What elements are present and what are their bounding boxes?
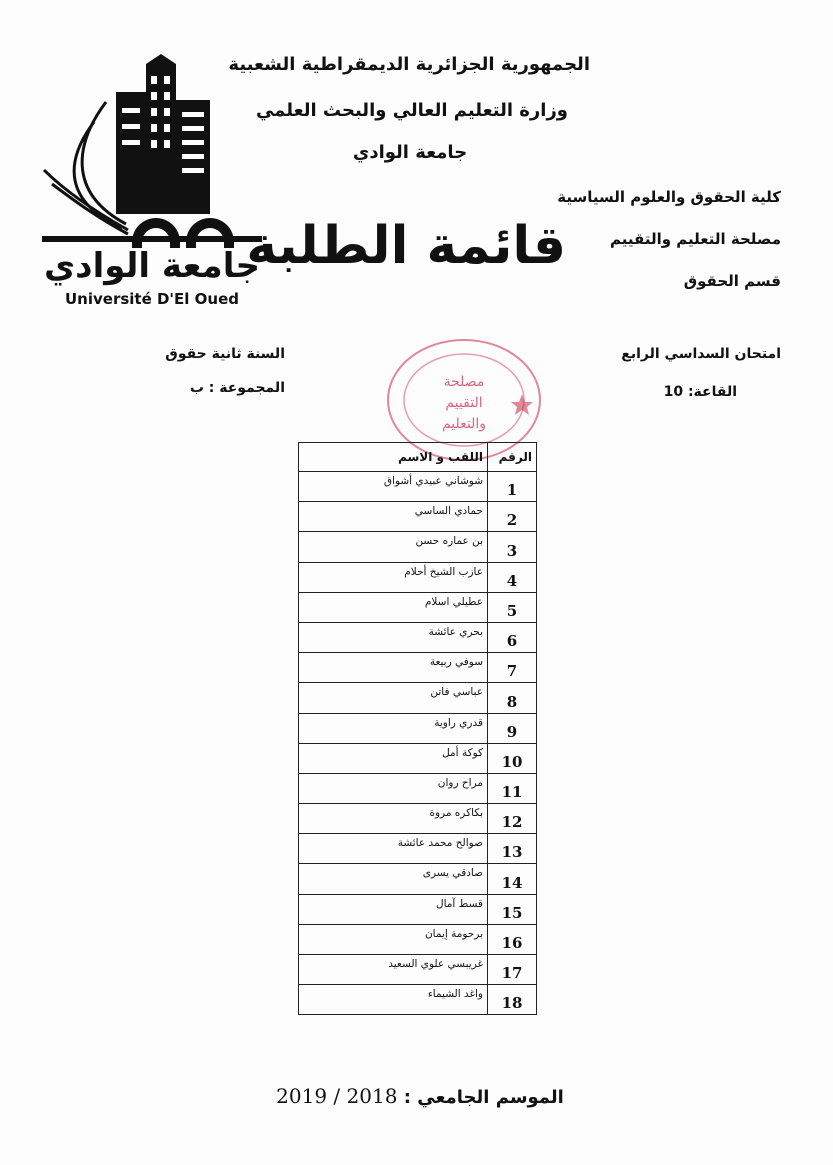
stamp-line: التقييم (445, 395, 483, 411)
row-number: 18 (488, 985, 537, 1015)
table-row (299, 562, 537, 592)
row-name: بحري عائشة (299, 622, 488, 652)
row-number: 2 (488, 502, 537, 532)
table-row (299, 804, 537, 834)
season-value: 2018 / 2019 (276, 1084, 398, 1108)
students-table (298, 442, 537, 1015)
academic-season (270, 1084, 570, 1108)
row-name: صادقي يسرى (299, 864, 488, 894)
season-label: الموسم الجامعي : (403, 1087, 564, 1108)
row-number: 4 (488, 562, 537, 592)
department-label: قسم الحقوق (683, 272, 781, 290)
row-name: حمادي الساسي (299, 502, 488, 532)
row-number: 11 (488, 773, 537, 803)
row-number: 15 (488, 894, 537, 924)
table-row (299, 683, 537, 713)
table-row (299, 773, 537, 803)
row-number: 12 (488, 804, 537, 834)
table-row (299, 834, 537, 864)
header-name: اللقب و الاسم (299, 443, 488, 472)
row-number: 5 (488, 592, 537, 622)
row-name: سوفي ربيعة (299, 653, 488, 683)
row-name: قدري راوية (299, 713, 488, 743)
page-title: قائمة الطلبة (246, 216, 566, 276)
table-row (299, 502, 537, 532)
room-label: القاعة: 10 (663, 384, 737, 400)
table-row (299, 622, 537, 652)
table-row (299, 532, 537, 562)
row-name: واغد الشيماء (299, 985, 488, 1015)
ministry-heading: وزارة التعليم العالي والبحث العلمي (255, 100, 568, 121)
row-name: عطيلي اسلام (299, 592, 488, 622)
table-row (299, 653, 537, 683)
row-name: عباسي فاتن (299, 683, 488, 713)
row-name: غريبسي علوي السعيد (299, 955, 488, 985)
table-row (299, 472, 537, 502)
row-number: 3 (488, 532, 537, 562)
table-row (299, 713, 537, 743)
row-number: 17 (488, 955, 537, 985)
table-header-row (299, 443, 537, 472)
row-number: 1 (488, 472, 537, 502)
row-name: بن عماره حسن (299, 532, 488, 562)
row-name: مراح روان (299, 773, 488, 803)
row-name: كوكة أمل (299, 743, 488, 773)
table-row (299, 743, 537, 773)
table-row (299, 924, 537, 954)
group-label: المجموعة : ب (189, 380, 285, 396)
exam-label: امتحان السداسي الرابع (621, 346, 781, 362)
row-number: 16 (488, 924, 537, 954)
stamp-line: والتعليم (441, 416, 487, 432)
faculty-label: كلية الحقوق والعلوم السياسية (557, 188, 781, 206)
row-number: 10 (488, 743, 537, 773)
row-number: 7 (488, 653, 537, 683)
year-label: السنة ثانية حقوق (165, 346, 285, 362)
row-name: برحومة إيمان (299, 924, 488, 954)
row-name: قسط آمال (299, 894, 488, 924)
row-name: عازب الشيخ أحلام (299, 562, 488, 592)
table-row (299, 894, 537, 924)
table-row (299, 864, 537, 894)
row-number: 13 (488, 834, 537, 864)
stamp-text (414, 372, 514, 435)
table-row (299, 955, 537, 985)
header-number: الرقم (488, 443, 537, 472)
service-label: مصلحة التعليم والتقييم (610, 230, 781, 248)
logo-french-name: Université D'El Oued (65, 290, 239, 308)
university-heading: جامعة الوادي (352, 142, 468, 163)
row-number: 9 (488, 713, 537, 743)
row-number: 6 (488, 622, 537, 652)
table-row (299, 592, 537, 622)
logo-arabic-name: جامعة الوادي (44, 246, 260, 286)
row-name: بكاكره مروة (299, 804, 488, 834)
row-name: صوالح محمد عائشة (299, 834, 488, 864)
row-number: 8 (488, 683, 537, 713)
row-name: شوشاني عبيدي أشواق (299, 472, 488, 502)
stamp-line: مصلحة (443, 374, 485, 390)
republic-heading: الجمهورية الجزائرية الديمقراطية الشعبية (228, 54, 590, 75)
row-number: 14 (488, 864, 537, 894)
table-row (299, 985, 537, 1015)
